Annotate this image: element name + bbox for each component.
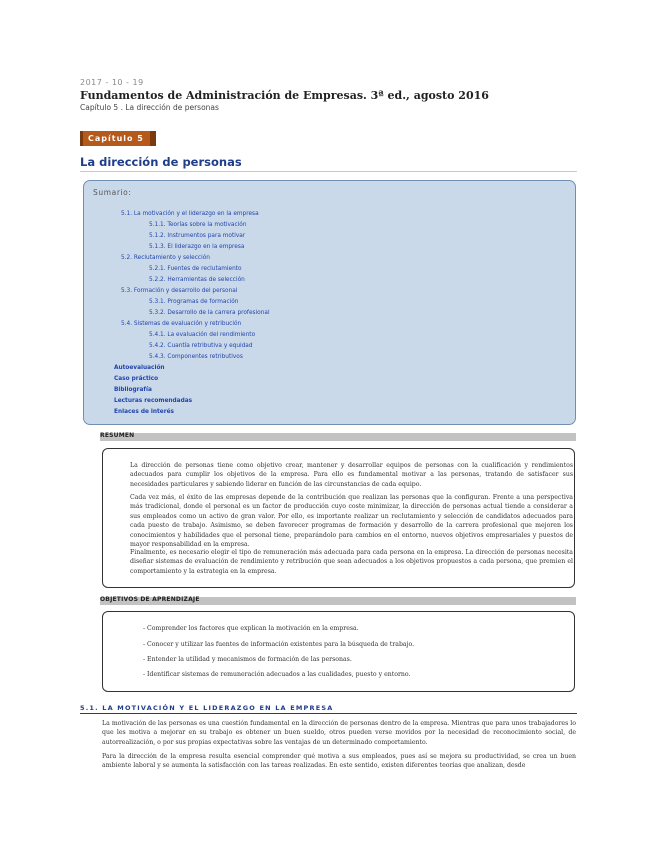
resumen-box xyxy=(102,448,575,588)
section-divider xyxy=(80,713,577,714)
toc-link-5-4-1[interactable]: 5.4.1. La evaluación del rendimiento xyxy=(149,332,256,338)
toc-link-5-2-2[interactable]: 5.2.2. Herramientas de selección xyxy=(149,277,245,283)
resumen-paragraph: Finalmente, es necesario elegir el tipo de remuneración más adecuada para cada persona en la empresa. La dirección de personas necesita diseñar sistemas de evaluación de rendimiento y retribución que sean adecuados a los objetivos propuestos a cada persona, que premien el comportamiento y la estrategia en la empresa. xyxy=(130,549,573,575)
summary-heading: Sumario: xyxy=(93,188,132,197)
section-heading: 5.1. LA MOTIVACIÓN Y EL LIDERAZGO EN LA EMPRESA xyxy=(80,704,334,712)
objective-item: - Identificar sistemas de remuneración adecuados a las cualidades, puesto y entorno. xyxy=(143,671,411,678)
toc-link-5-3-1[interactable]: 5.3.1. Programas de formación xyxy=(149,299,239,305)
chapter-title: La dirección de personas xyxy=(80,155,242,169)
toc-link-5-1-1[interactable]: 5.1.1. Teorías sobre la motivación xyxy=(149,222,247,228)
toc-link-5-1[interactable]: 5.1. La motivación y el liderazgo en la empresa xyxy=(121,211,259,217)
toc-link-5-3[interactable]: 5.3. Formación y desarrollo del personal xyxy=(121,288,238,294)
chapter-label-badge: Capítulo 5 xyxy=(80,131,150,146)
resumen-bar xyxy=(100,433,576,441)
objective-item: - Conocer y utilizar las fuentes de información existentes para la búsqueda de trabajo. xyxy=(143,641,415,648)
body-paragraph: Para la dirección de la empresa resulta esencial comprender qué motiva a sus empleados, pues así se mejora su productividad, se crea un buen ambiente laboral y se aumenta la satisfacción con las tareas realizadas. En este sentido, existen diferentes teorías que analizan, desde xyxy=(102,753,576,770)
toc-link-5-4-2[interactable]: 5.4.2. Cuantía retributiva y equidad xyxy=(149,343,253,349)
resumen-label: RESUMEN xyxy=(100,432,135,439)
title-divider xyxy=(80,171,577,172)
toc-link-5-2-1[interactable]: 5.2.1. Fuentes de reclutamiento xyxy=(149,266,242,272)
toc-link-lecturas[interactable]: Lecturas recomendadas xyxy=(114,398,193,404)
toc-link-5-3-2[interactable]: 5.3.2. Desarrollo de la carrera profesional xyxy=(149,310,270,316)
toc-link-5-4-3[interactable]: 5.4.3. Componentes retributivos xyxy=(149,354,243,360)
resumen-paragraph: Cada vez más, el éxito de las empresas depende de la contribución que realizan las personas que la configuran. Frente a una perspectiva más tradicional, donde el personal es un factor de producción cuyo coste minimizar, la dirección de personas actual tiende a considerar a sus empleados como un activo de gran valor. Por ello, es importante realizar un reclutamiento y selección de candidatos adecuados para cada puesto de trabajo. Asimismo, se deben favorecer programas de formación y desarrollo de la carrera profesional que mejoren los conocimientos y habilidades que el personal tiene, preparándolo para cambios en el entorno, nuevos objetivos empresariales y puestos de mayor responsabilidad en la empresa. xyxy=(130,494,573,549)
toc-link-enlaces[interactable]: Enlaces de interés xyxy=(114,409,174,415)
toc-link-bibliografia[interactable]: Bibliografía xyxy=(114,387,152,393)
toc-link-caso-practico[interactable]: Caso práctico xyxy=(114,376,159,382)
document-date: 2017 - 10 - 19 xyxy=(80,78,144,87)
body-paragraph: La motivación de las personas es una cuestión fundamental en la dirección de personas dentro de la empresa. Mientras que para unos trabajadores lo que les motiva a mejorar en su trabajo es obtener un buen sueldo, otros pueden verse movidos por la necesidad de reconocimiento social, de autorrealización, o por sus propias expectativas sobre las ventajas de un determinado comportamiento. xyxy=(102,720,576,746)
toc-link-autoevaluacion[interactable]: Autoevaluación xyxy=(114,365,165,371)
toc-link-5-1-3[interactable]: 5.1.3. El liderazgo en la empresa xyxy=(149,244,245,250)
summary-box xyxy=(83,180,576,425)
chapter-subtitle: Capítulo 5 . La dirección de personas xyxy=(80,103,219,112)
objetivos-box xyxy=(102,611,575,692)
resumen-paragraph: La dirección de personas tiene como objetivo crear, mantener y desarrollar equipos de personas con la cualificación y rendimientos adecuados para cumplir los objetivos de la empresa. Para ello es fundamental motivar a las personas, tratando de satisfacer sus necesidades particulares y sabiendo liderar en función de las circunstancias de cada equipo. xyxy=(130,462,573,488)
toc-link-5-4[interactable]: 5.4. Sistemas de evaluación y retribución xyxy=(121,321,242,327)
toc-link-5-2[interactable]: 5.2. Reclutamiento y selección xyxy=(121,255,210,261)
objective-item: - Comprender los factores que explican la motivación en la empresa. xyxy=(143,625,359,632)
toc-link-5-1-2[interactable]: 5.1.2. Instrumentos para motivar xyxy=(149,233,246,239)
objective-item: - Entender la utilidad y mecanismos de formación de las personas. xyxy=(143,656,352,663)
objetivos-label: OBJETIVOS DE APRENDIZAJE xyxy=(100,596,200,603)
book-title: Fundamentos de Administración de Empresas. 3ª ed., agosto 2016 xyxy=(80,89,489,102)
